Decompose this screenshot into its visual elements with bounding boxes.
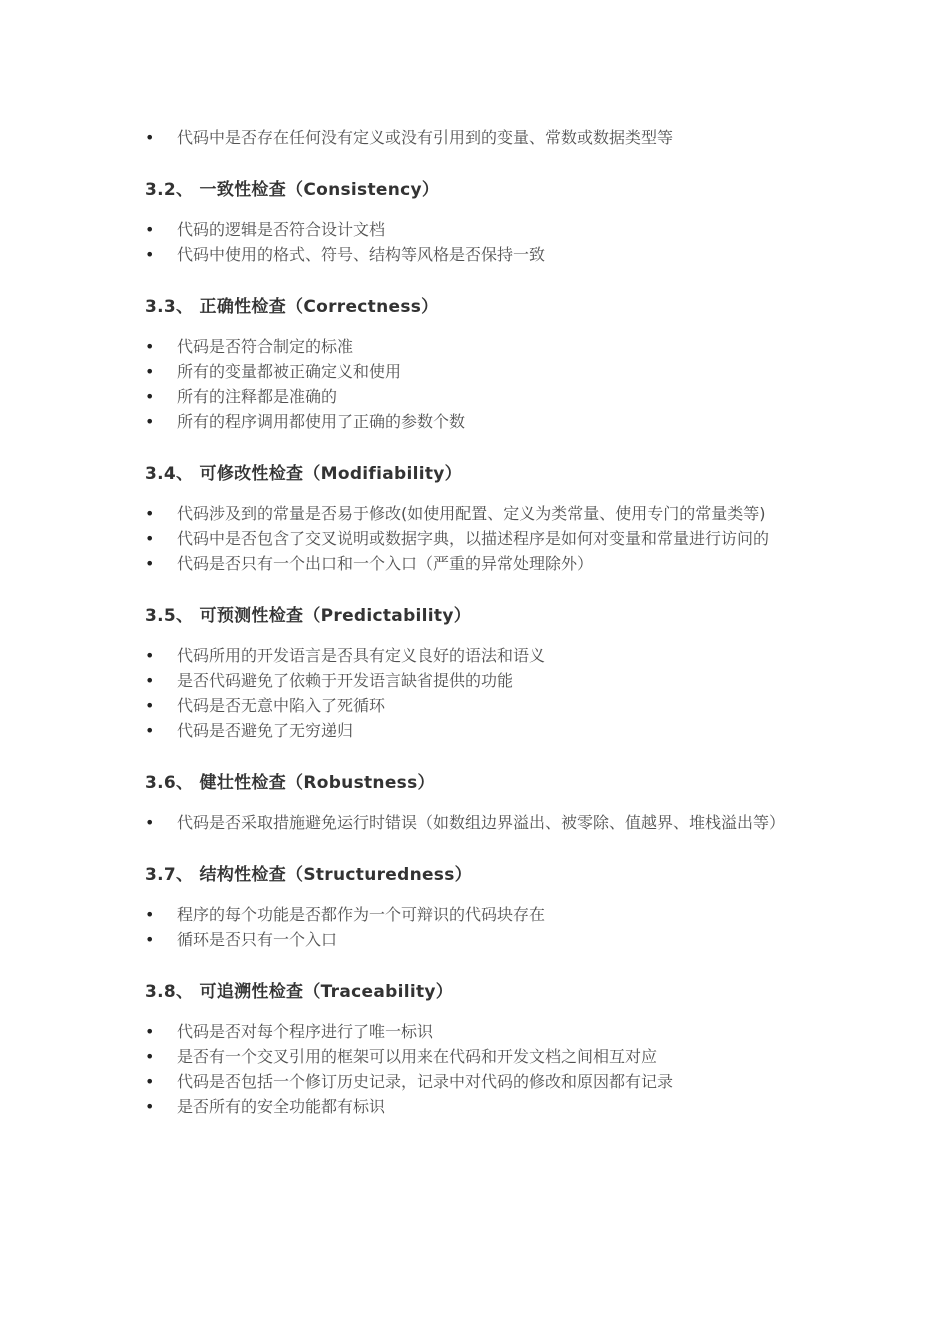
section-list [145,334,810,434]
list-item: • 代码是否采取措施避免运行时错误（如数组边界溢出、被零除、值越界、堆栈溢出等） [145,810,810,835]
list-item: • 代码是否包括一个修订历史记录，记录中对代码的修改和原因都有记录 [145,1069,810,1094]
section-heading: 3.4、 可修改性检查（Modifiability） [145,464,462,484]
section-heading: 3.3、 正确性检查（Correctness） [145,297,439,317]
list-item: • 所有的变量都被正确定义和使用 [145,359,810,384]
document-content [145,125,810,1119]
section-list [145,810,810,835]
list-item: • 是否有一个交叉引用的框架可以用来在代码和开发文档之间相互对应 [145,1044,810,1069]
section-list [145,1019,810,1119]
list-item: • 代码是否只有一个出口和一个入口（严重的异常处理除外） [145,551,810,576]
list-item: • 代码是否避免了无穷递归 [145,718,810,743]
list-item: • 是否代码避免了依赖于开发语言缺省提供的功能 [145,668,810,693]
list-item: • 代码涉及到的常量是否易于修改(如使用配置、定义为类常量、使用专门的常量类等) [145,501,810,526]
section-heading: 3.8、 可追溯性检查（Traceability） [145,982,454,1002]
list-item: • 代码中是否包含了交叉说明或数据字典，以描述程序是如何对变量和常量进行访问的 [145,526,810,551]
list-item: • 代码是否符合制定的标准 [145,334,810,359]
section-list [145,217,810,267]
list-item: • 代码的逻辑是否符合设计文档 [145,217,810,242]
sections-container [145,150,810,1119]
list-item: • 代码是否对每个程序进行了唯一标识 [145,1019,810,1044]
section-heading: 3.7、 结构性检查（Structuredness） [145,865,472,885]
section-list [145,902,810,952]
list-item: • 循环是否只有一个入口 [145,927,810,952]
section-heading: 3.6、 健壮性检查（Robustness） [145,773,435,793]
list-item: • 是否所有的安全功能都有标识 [145,1094,810,1119]
section-heading: 3.5、 可预测性检查（Predictability） [145,606,472,626]
list-item: • 所有的注释都是准确的 [145,384,810,409]
section-list [145,501,810,576]
section-heading: 3.2、 一致性检查（Consistency） [145,180,440,200]
list-item: • 代码中使用的格式、符号、结构等风格是否保持一致 [145,242,810,267]
list-item: • 代码所用的开发语言是否具有定义良好的语法和语义 [145,643,810,668]
intro-list [145,125,810,150]
list-item: • 代码是否无意中陷入了死循环 [145,693,810,718]
list-item: • 代码中是否存在任何没有定义或没有引用到的变量、常数或数据类型等 [145,125,810,150]
list-item: • 所有的程序调用都使用了正确的参数个数 [145,409,810,434]
section-list [145,643,810,743]
list-item: • 程序的每个功能是否都作为一个可辩识的代码块存在 [145,902,810,927]
